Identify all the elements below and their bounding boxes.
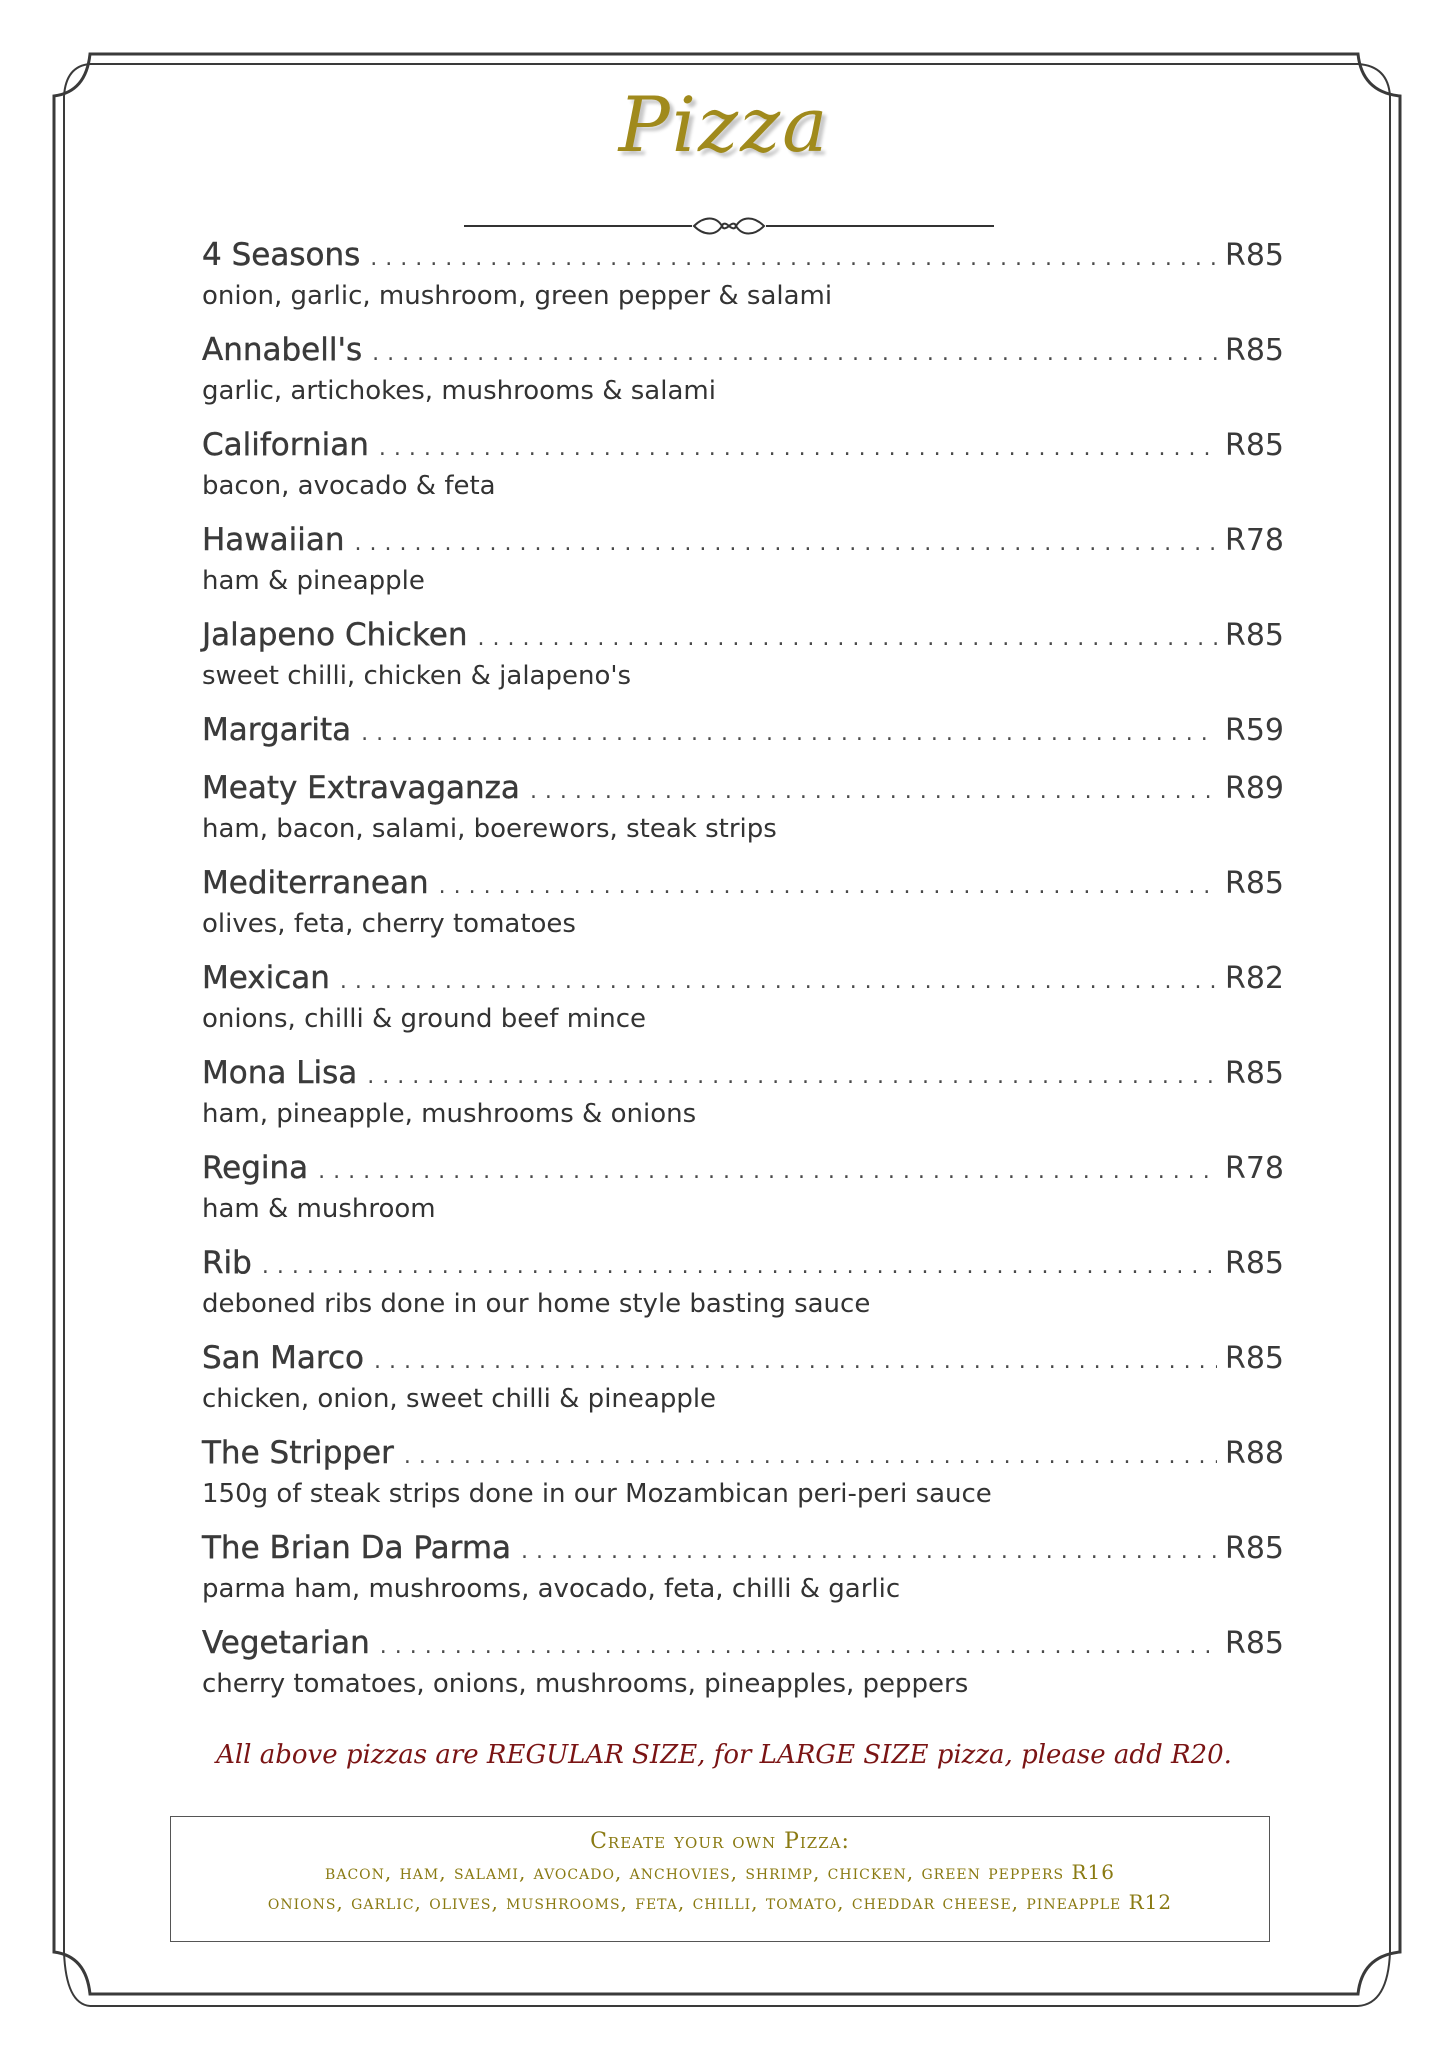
item-description: 150g of steak strips done in our Mozambican peri-peri sauce <box>202 1479 992 1509</box>
menu-item-row <box>202 237 1284 279</box>
menu-item-row <box>202 332 1284 374</box>
item-name: Jalapeno Chicken <box>202 617 468 653</box>
create-own-title: Create your own Pizza: <box>590 1829 850 1854</box>
item-description: sweet chilli, chicken & jalapeno's <box>202 661 632 691</box>
item-name: The Stripper <box>202 1435 394 1471</box>
item-description: cherry tomatoes, onions, mushrooms, pineapples, peppers <box>202 1669 969 1699</box>
dot-leader <box>380 1634 1217 1659</box>
menu-item <box>202 1625 1284 1720</box>
menu-item <box>202 1530 1284 1625</box>
dot-leader <box>370 246 1217 271</box>
menu-item <box>202 237 1284 332</box>
menu-item-row <box>202 1340 1284 1382</box>
menu-item <box>202 712 1284 770</box>
dot-leader <box>355 531 1217 556</box>
item-price: R85 <box>1224 1341 1284 1376</box>
menu-item <box>202 960 1284 1055</box>
item-description: olives, feta, cherry tomatoes <box>202 909 576 939</box>
menu-item-row <box>202 1055 1284 1097</box>
item-price: R85 <box>1224 1246 1284 1281</box>
item-name: Rib <box>202 1245 252 1281</box>
menu-item-row <box>202 1435 1284 1477</box>
item-price: R85 <box>1224 1626 1284 1661</box>
menu-item-row <box>202 427 1284 469</box>
item-price: R85 <box>1224 618 1284 653</box>
item-name: San Marco <box>202 1340 364 1376</box>
item-name: The Brian Da Parma <box>202 1530 512 1566</box>
dot-leader <box>439 874 1217 899</box>
item-price: R85 <box>1224 1531 1284 1566</box>
item-name: Californian <box>202 427 369 463</box>
menu-item-row <box>202 522 1284 564</box>
item-description: garlic, artichokes, mushrooms & salami <box>202 376 716 406</box>
menu-item-row <box>202 770 1284 812</box>
dot-leader <box>318 1159 1217 1184</box>
menu-item <box>202 1435 1284 1530</box>
item-name: Meaty Extravaganza <box>202 770 520 806</box>
create-own-line-2: onions, garlic, olives, mushrooms, feta, chilli, tomato, cheddar cheese, pineapple R12 <box>267 1890 1173 1914</box>
item-price: R78 <box>1224 1151 1284 1186</box>
item-price: R89 <box>1224 771 1284 806</box>
item-price: R85 <box>1224 1056 1284 1091</box>
item-price: R59 <box>1224 713 1284 748</box>
dot-leader <box>521 1539 1217 1564</box>
menu-item <box>202 1055 1284 1150</box>
dot-leader <box>530 779 1217 804</box>
create-own-line-1: bacon, ham, salami, avocado, anchovies, shrimp, chicken, green peppers R16 <box>325 1860 1115 1884</box>
menu-item <box>202 1150 1284 1245</box>
item-name: Margarita <box>202 712 352 748</box>
menu-item <box>202 332 1284 427</box>
dot-leader <box>374 1349 1217 1374</box>
item-description: ham, bacon, salami, boerewors, steak strips <box>202 814 777 844</box>
item-description: ham, pineapple, mushrooms & onions <box>202 1099 697 1129</box>
create-your-own-box <box>170 1816 1270 1942</box>
item-price: R78 <box>1224 523 1284 558</box>
ornament-divider <box>464 212 994 240</box>
menu-item <box>202 617 1284 712</box>
item-name: 4 Seasons <box>202 237 361 273</box>
menu-item-row <box>202 960 1284 1002</box>
menu-item <box>202 427 1284 522</box>
item-price: R85 <box>1224 428 1284 463</box>
item-name: Mediterranean <box>202 865 429 901</box>
size-note: All above pizzas are REGULAR SIZE, for LARGE SIZE pizza, please add R20. <box>216 1740 1232 1770</box>
item-description: onions, chilli & ground beef mince <box>202 1004 647 1034</box>
menu-item-row <box>202 1530 1284 1572</box>
item-description: parma ham, mushrooms, avocado, feta, chilli & garlic <box>202 1574 901 1604</box>
menu-item <box>202 770 1284 865</box>
menu-item-row <box>202 1150 1284 1192</box>
item-description: onion, garlic, mushroom, green pepper & salami <box>202 281 833 311</box>
item-price: R85 <box>1224 866 1284 901</box>
item-price: R88 <box>1224 1436 1284 1471</box>
menu-item <box>202 1340 1284 1435</box>
menu-item-row <box>202 865 1284 907</box>
menu-item <box>202 522 1284 617</box>
item-description: deboned ribs done in our home style basting sauce <box>202 1289 871 1319</box>
menu-item-row <box>202 1625 1284 1667</box>
page-title: Pizza <box>618 80 830 169</box>
dot-leader <box>367 1064 1217 1089</box>
menu-item <box>202 865 1284 960</box>
dot-leader <box>372 341 1217 366</box>
menu-item-row <box>202 617 1284 659</box>
dot-leader <box>361 721 1217 746</box>
dot-leader <box>477 626 1216 651</box>
item-description: ham & mushroom <box>202 1194 436 1224</box>
dot-leader <box>262 1254 1217 1279</box>
item-name: Regina <box>202 1150 309 1186</box>
dot-leader <box>379 436 1217 461</box>
dot-leader <box>404 1444 1217 1469</box>
item-price: R82 <box>1224 961 1284 996</box>
item-name: Vegetarian <box>202 1625 370 1661</box>
item-price: R85 <box>1224 333 1284 368</box>
item-description: chicken, onion, sweet chilli & pineapple <box>202 1384 717 1414</box>
item-name: Mona Lisa <box>202 1055 358 1091</box>
menu-item-row <box>202 1245 1284 1287</box>
pizza-list <box>202 237 1284 1720</box>
item-description: ham & pineapple <box>202 566 425 596</box>
item-description: bacon, avocado & feta <box>202 471 496 501</box>
menu-item-row <box>202 712 1284 754</box>
item-name: Hawaiian <box>202 522 345 558</box>
menu-item <box>202 1245 1284 1340</box>
dot-leader <box>340 969 1217 994</box>
item-name: Mexican <box>202 960 330 996</box>
item-price: R85 <box>1224 238 1284 273</box>
item-name: Annabell's <box>202 332 363 368</box>
